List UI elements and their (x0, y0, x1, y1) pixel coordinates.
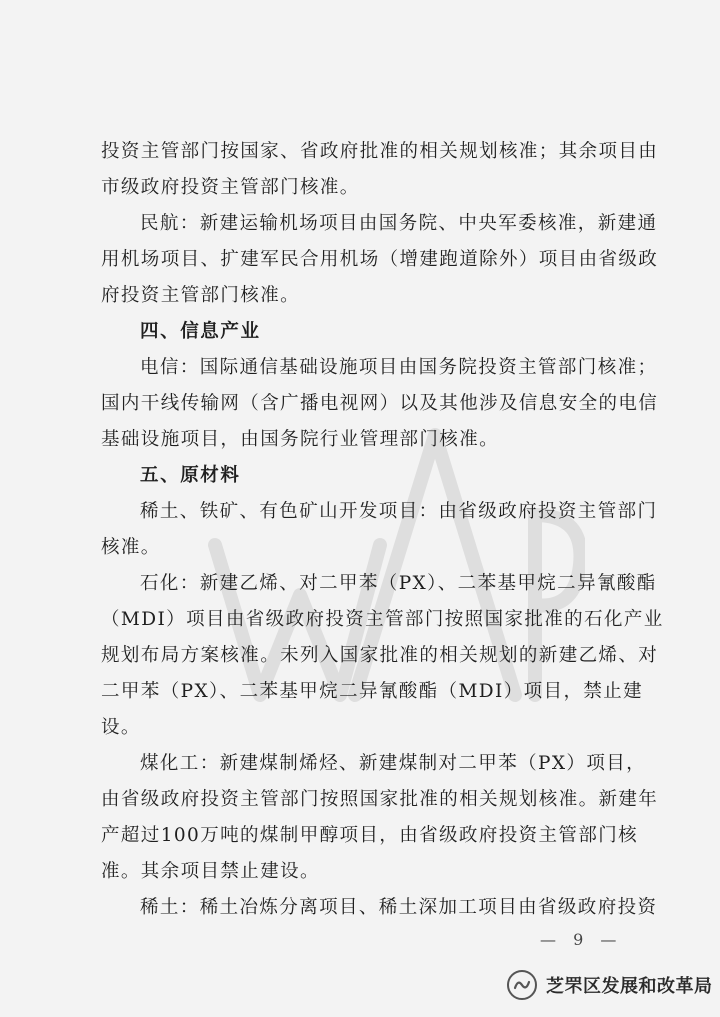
text-line: 核准。 (101, 537, 161, 558)
text-line: 电信：国际通信基础设施项目由国务院投资主管部门核准； (140, 357, 658, 378)
text-line: 府投资主管部门核准。 (101, 285, 301, 306)
page-number: — 9 — (540, 930, 623, 949)
section-heading: 四、信息产业 (140, 321, 261, 342)
text-line: 稀土：稀土冶炼分离项目、稀土深加工项目由省级政府投资 (140, 897, 658, 918)
text-line: 民航：新建运输机场项目由国务院、中央军委核准，新建通 (140, 213, 658, 234)
text-line: 煤化工：新建煤制烯烃、新建煤制对二甲苯（PX）项目， (140, 753, 647, 774)
account-name: 芝罘区发展和改革局 (546, 976, 713, 997)
wechat-source-footer[interactable] (506, 965, 713, 1005)
text-line: 市级政府投资主管部门核准。 (101, 177, 360, 198)
text-line: 基础设施项目，由国务院行业管理部门核准。 (101, 429, 500, 450)
wechat-channel-icon (506, 969, 538, 1001)
text-line: 稀土、铁矿、有色矿山开发项目：由省级政府投资主管部门 (140, 501, 658, 522)
section-heading: 五、原材料 (140, 465, 241, 486)
text-line: 投资主管部门按国家、省政府批准的相关规划核准；其余项目由 (101, 141, 659, 162)
text-line: 准。其余项目禁止建设。 (101, 861, 320, 882)
text-line: 由省级政府投资主管部门按照国家批准的相关规划核准。新建年 (101, 789, 659, 810)
text-line: 国内干线传输网（含广播电视网）以及其他涉及信息安全的电信 (101, 393, 659, 414)
text-line: 用机场项目、扩建军民合用机场（增建跑道除外）项目由省级政 (101, 249, 659, 270)
text-line: 石化：新建乙烯、对二甲苯（PX）、二苯基甲烷二异氰酸酯 (140, 573, 657, 594)
text-line: （MDI）项目由省级政府投资主管部门按照国家批准的石化产业 (101, 609, 664, 630)
text-line: 设。 (101, 717, 141, 738)
text-line: 产超过100万吨的煤制甲醇项目，由省级政府投资主管部门核 (101, 825, 639, 846)
text-line: 规划布局方案核准。未列入国家批准的相关规划的新建乙烯、对 (101, 645, 659, 666)
text-line: 二甲苯（PX）、二苯基甲烷二异氰酸酯（MDI）项目，禁止建 (101, 681, 644, 702)
